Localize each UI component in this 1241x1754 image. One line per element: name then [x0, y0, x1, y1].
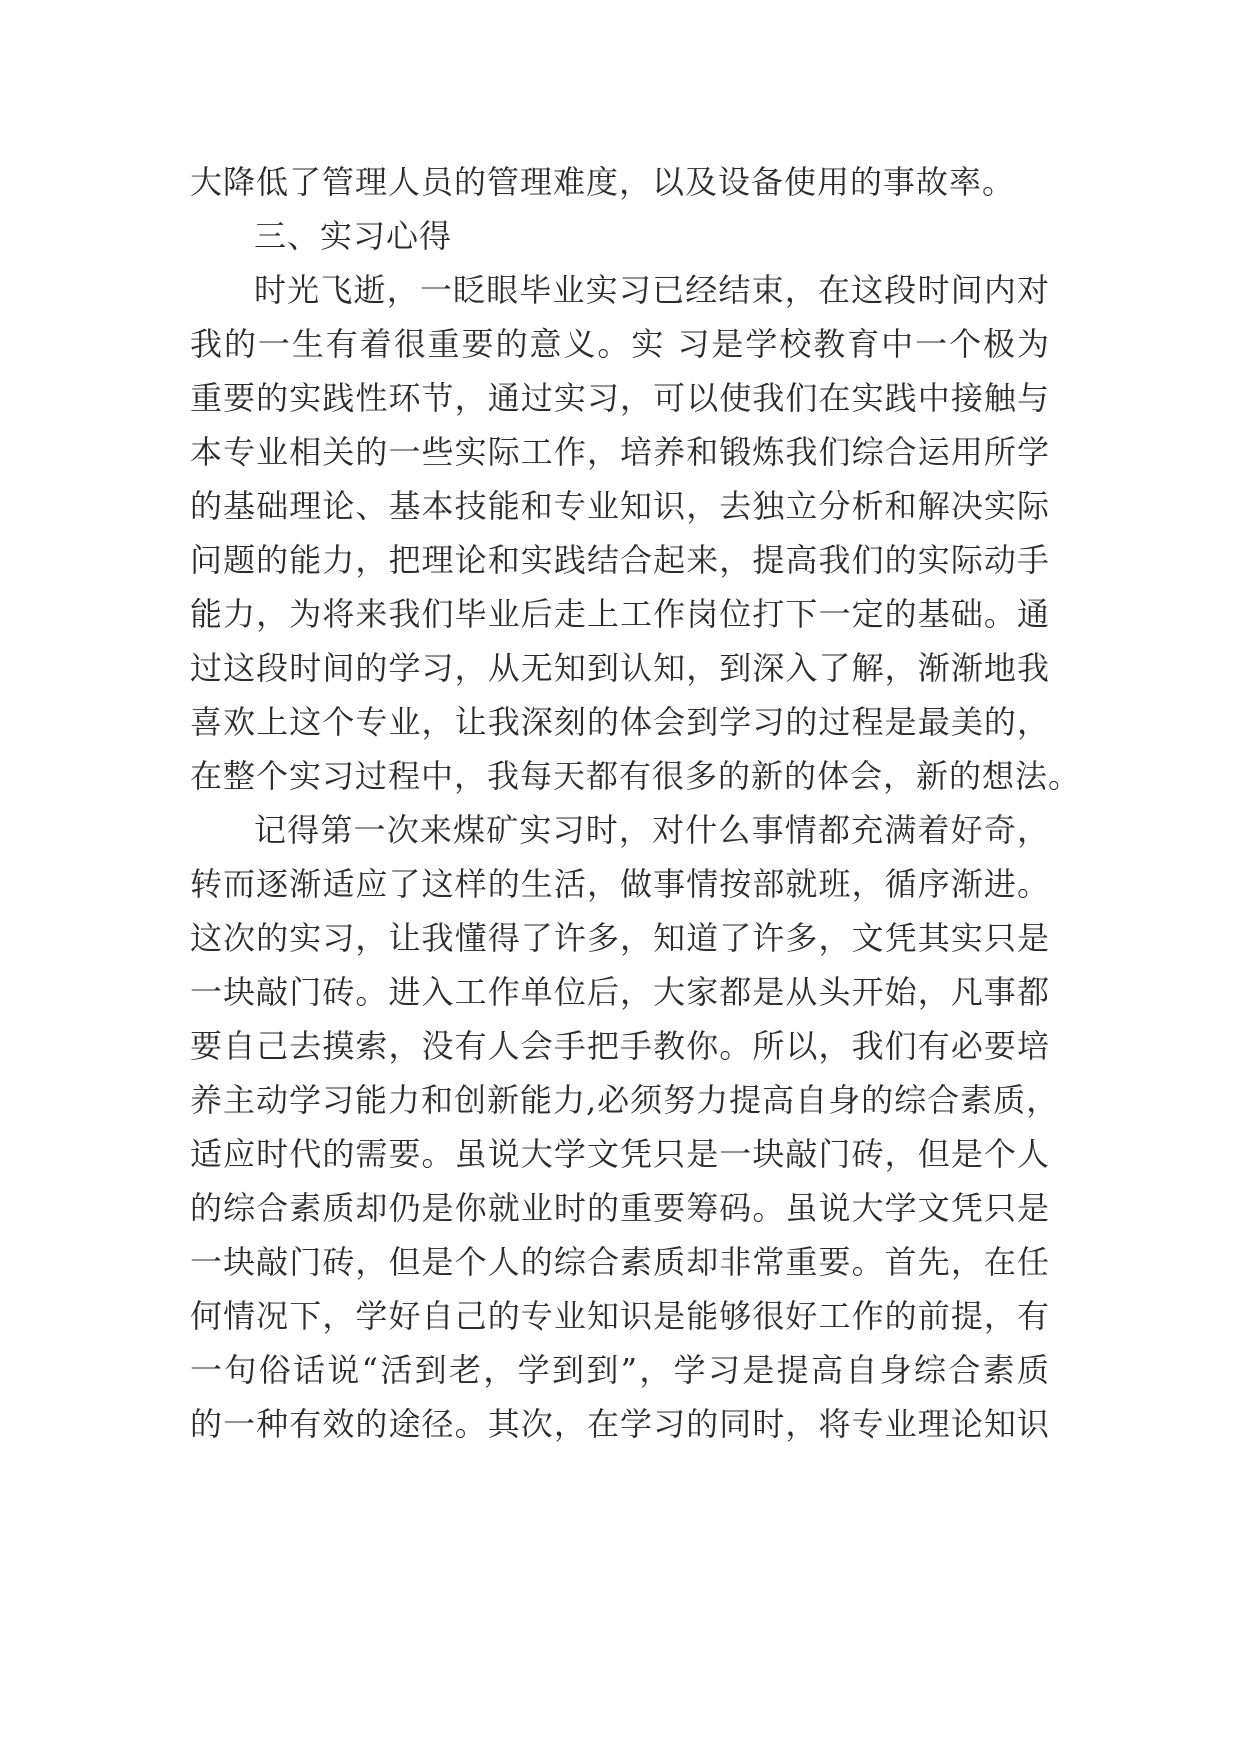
text-line-23: 一句俗话说“活到老，学到到”，学习是提高自身综合素质: [190, 1351, 1050, 1389]
text-line-24: 的一种有效的途径。其次，在学习的同时，将专业理论知识: [190, 1405, 1050, 1443]
text-line-16: 一块敲门砖。进入工作单位后，大家都是从头开始，凡事都: [190, 973, 1050, 1011]
text-line-21: 一块敲门砖，但是个人的综合素质却非常重要。首先，在任: [190, 1243, 1050, 1281]
text-line-12: 在整个实习过程中，我每天都有很多的新的体会，新的想法。: [190, 757, 1082, 795]
text-line-1: 大降低了管理人员的管理难度，以及设备使用的事故率。: [190, 163, 1016, 201]
text-line-8: 问题的能力，把理论和实践结合起来，提高我们的实际动手: [190, 541, 1050, 579]
text-line-10: 过这段时间的学习，从无知到认知，到深入了解，渐渐地我: [190, 649, 1050, 687]
text-line-18: 养主动学习能力和创新能力,必须努力提高自身的综合素质，: [190, 1081, 1060, 1119]
text-line-22: 何情况下，学好自己的专业知识是能够很好工作的前提，有: [190, 1297, 1050, 1335]
text-line-20: 的综合素质却仍是你就业时的重要筹码。虽说大学文凭只是: [190, 1189, 1050, 1227]
body-text: [190, 155, 1082, 1451]
text-line-9: 能力，为将来我们毕业后走上工作岗位打下一定的基础。通: [190, 595, 1050, 633]
text-line-7: 的基础理论、基本技能和专业知识，去独立分析和解决实际: [190, 487, 1050, 525]
text-line-14: 转而逐渐适应了这样的生活，做事情按部就班，循序渐进。: [190, 865, 1050, 903]
section-heading: 三、实习心得: [254, 217, 453, 255]
text-line-17: 要自己去摸索，没有人会手把手教你。所以，我们有必要培: [190, 1027, 1050, 1065]
text-line-5: 重要的实践性环节，通过实习，可以使我们在实践中接触与: [190, 379, 1050, 417]
text-line-6: 本专业相关的一些实际工作，培养和锻炼我们综合运用所学: [190, 433, 1050, 471]
text-line-15: 这次的实习，让我懂得了许多，知道了许多，文凭其实只是: [190, 919, 1050, 957]
text-line-19: 适应时代的需要。虽说大学文凭只是一块敲门砖，但是个人: [190, 1135, 1050, 1173]
text-line-11: 喜欢上这个专业，让我深刻的体会到学习的过程是最美的，: [190, 703, 1050, 741]
text-line-4: 我的一生有着很重要的意义。实 习是学校教育中一个极为: [190, 325, 1050, 363]
text-line-13: 记得第一次来煤矿实习时，对什么事情都充满着好奇，: [254, 811, 1050, 849]
text-line-3: 时光飞逝，一眨眼毕业实习已经结束，在这段时间内对: [254, 271, 1050, 309]
